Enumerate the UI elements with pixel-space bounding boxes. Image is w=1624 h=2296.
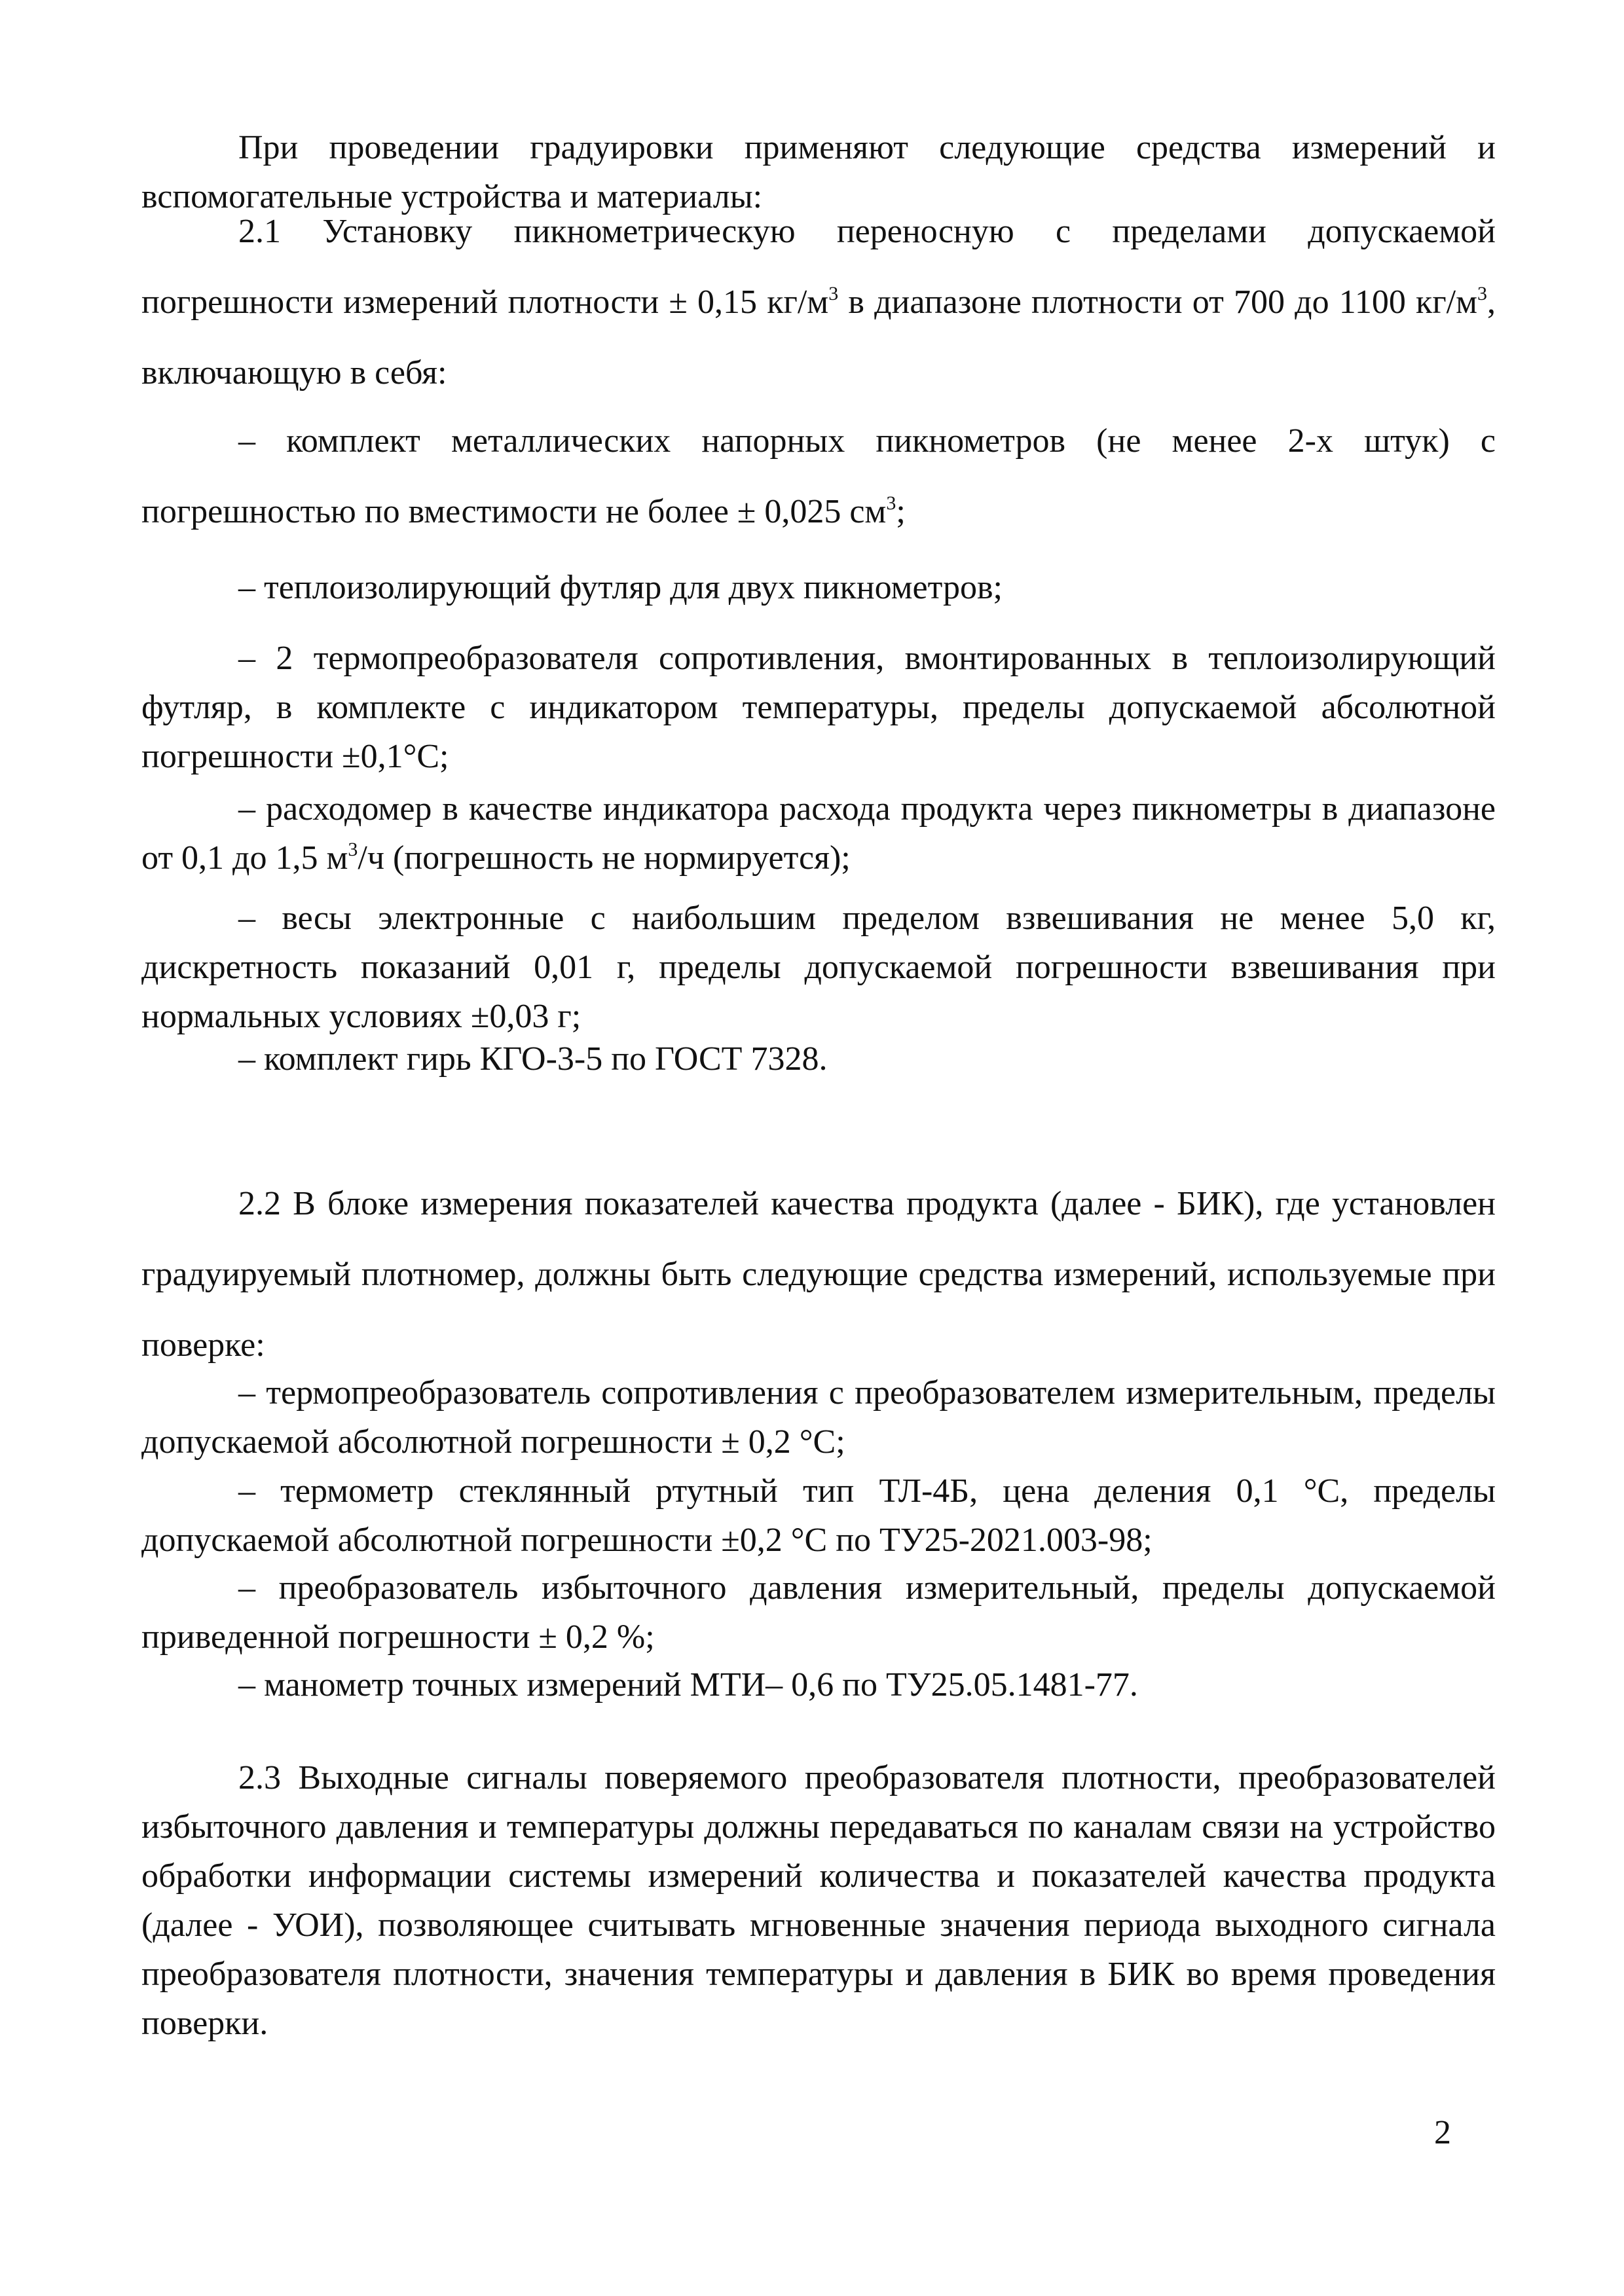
section-2-1-text-2: в диапазоне плотности от 700 до 1100 кг/м (838, 283, 1477, 321)
section-2-2-paragraph: 2.2 В блоке измерения показателей качества продукта (далее - БИК), где установлен градуируемый плотномер, должны быть следующие средства измерений, используемые при поверке: (141, 1185, 1496, 1364)
list-item: – термометр стеклянный ртутный тип ТЛ-4Б, цена деления 0,1 °С, пределы допускаемой абсолютной погрешности ±0,2 °С по ТУ25-2021.003-98; (141, 1472, 1496, 1559)
superscript: 3 (1477, 283, 1487, 304)
list-item (141, 784, 1496, 883)
list-item-text: – комплект металлических напорных пикнометров (не менее 2-х штук) с погрешностью по вместимости не более ± 0,025 см (141, 422, 1496, 530)
superscript: 3 (886, 492, 896, 514)
list-item (141, 406, 1496, 547)
list-item-text: /ч (погрешность не нормируется); (358, 839, 851, 877)
list-item (141, 1034, 1496, 1084)
section-2-1-text-1: 2.1 Установку пикнометрическую переносную с пределами допускаемой погрешности измерений плотности ± 0,15 кг/м (141, 213, 1496, 321)
list-item-text: – теплоизолирующий футляр для двух пикнометров; (238, 569, 1003, 606)
intro-paragraph: При проведении градуировки применяют следующие средства измерений и вспомогательные устройства и материалы: (141, 129, 1496, 215)
list-item-text: – комплект гирь КГО-3-5 по ГОСТ 7328. (238, 1040, 828, 1078)
list-item-text: ; (896, 493, 906, 530)
section-2-3-paragraph: 2.3 Выходные сигналы поверяемого преобразователя плотности, преобразователей избыточного давления и температуры должны передаваться по каналам связи на устройство обработки информации системы измерений количества и показателей качества продукта (далее - УОИ), позволяющее считывать мгновенные значения периода выходного сигнала преобразователя плотности, значения температуры и давления в БИК во время проведения поверки. (141, 1759, 1496, 2042)
list-item-text: – расходомер в качестве индикатора расхода продукта через пикнометры в диапазоне от 0,1 до 1,5 м (141, 790, 1496, 877)
list-item: – термопреобразователь сопротивления с преобразователем измерительным, пределы допускаемой абсолютной погрешности ± 0,2 °С; (141, 1374, 1496, 1461)
list-item-text: – 2 термопреобразователя сопротивления, вмонтированных в теплоизолирующий футляр, в комплекте с индикатором температуры, пределы допускаемой абсолютной погрешности ±0,1°С; (141, 640, 1496, 775)
section-2-1-paragraph (141, 196, 1496, 409)
page-number: 2 (1434, 2114, 1451, 2151)
section-2-1-text-3: , включающую в себя: (141, 283, 1496, 392)
superscript: 3 (348, 839, 358, 860)
list-item: – преобразователь избыточного давления измерительный, пределы допускаемой приведенной погрешности ± 0,2 %; (141, 1569, 1496, 1656)
list-item (141, 634, 1496, 781)
list-item (141, 894, 1496, 1041)
list-item: – манометр точных измерений МТИ– 0,6 по ТУ25.05.1481-77. (238, 1666, 1138, 1704)
superscript: 3 (828, 283, 839, 304)
list-item-text: – весы электронные с наибольшим пределом взвешивания не менее 5,0 кг, дискретность показаний 0,01 г, пределы допускаемой погрешности взвешивания при нормальных условиях ±0,03 г; (141, 900, 1496, 1035)
list-item (141, 563, 1496, 612)
